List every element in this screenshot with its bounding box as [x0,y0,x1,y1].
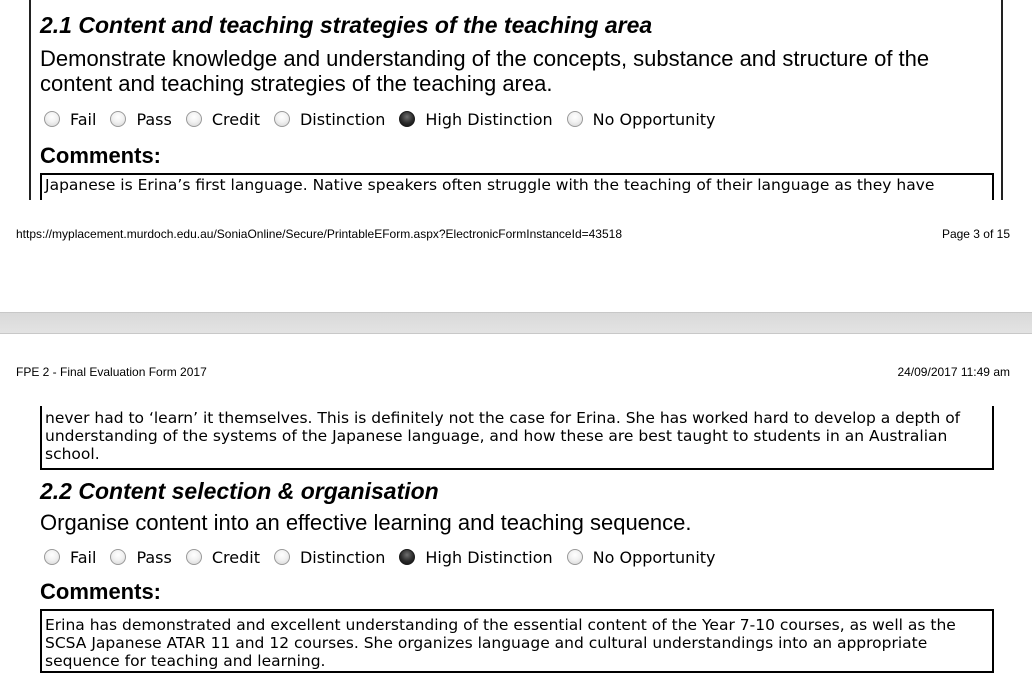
comment-text: never had to ‘learn’ it themselves. This is definitely not the case for Erina. She has worked hard to develop a depth of understanding of the systems of the Japanese language, and how these are best taught to students in an Australian school. [45,409,961,463]
header-datetime: 24/09/2017 11:49 am [897,365,1010,379]
header-form-title: FPE 2 - Final Evaluation Form 2017 [16,365,207,379]
page-footer-area [0,200,1032,312]
rating-option-credit[interactable] [186,548,260,567]
radio-button-selected[interactable] [399,549,415,565]
rating-option-pass[interactable] [110,548,171,567]
footer-page-number: Page 3 of 15 [941,227,1010,241]
radio-button[interactable] [274,549,290,565]
comments-label: Comments: [40,579,162,604]
page-border-right [1001,0,1003,200]
section-description: Demonstrate knowledge and understanding of the concepts, substance and structure of the content and teaching strategies of the teaching area. [40,46,930,96]
comment-text: Japanese is Erina’s first language. Native speakers often struggle with the teaching of their language as they have [45,176,935,194]
rating-option-high-distinction[interactable] [399,548,552,567]
option-label: Distinction [299,547,386,567]
rating-option-distinction[interactable] [274,548,385,567]
option-label: Distinction [299,109,386,129]
rating-option-distinction[interactable] [274,110,385,129]
rating-radio-group [44,107,730,131]
option-label: No Opportunity [592,547,716,567]
rating-option-no-opportunity[interactable] [567,548,716,567]
page-3 [0,0,1032,312]
page-4 [0,334,1032,687]
rating-option-credit[interactable] [186,110,260,129]
radio-button[interactable] [567,549,583,565]
radio-button[interactable] [186,549,202,565]
rating-option-no-opportunity[interactable] [567,110,716,129]
page-separator [0,312,1032,334]
option-label: Fail [70,109,97,129]
rating-option-pass[interactable] [110,110,171,129]
radio-button[interactable] [567,111,583,127]
radio-button[interactable] [110,549,126,565]
radio-button[interactable] [44,111,60,127]
rating-option-high-distinction[interactable] [399,110,552,129]
option-label: High Distinction [425,547,553,567]
comments-label: Comments: [40,143,162,168]
section-description: Organise content into an effective learning and teaching sequence. [40,510,692,535]
option-label: Credit [211,547,260,567]
comments-box-continued [40,406,994,470]
section-title: 2.1 Content and teaching strategies of the teaching area [40,12,653,38]
rating-option-fail[interactable] [44,110,96,129]
comments-box [40,173,994,203]
radio-button[interactable] [110,111,126,127]
option-label: Pass [136,547,172,567]
option-label: No Opportunity [592,109,716,129]
comments-box [40,609,994,673]
radio-button[interactable] [44,549,60,565]
page-border-left [29,0,31,200]
rating-radio-group [44,545,730,569]
option-label: Fail [70,547,97,567]
radio-button[interactable] [274,111,290,127]
radio-button-selected[interactable] [399,111,415,127]
option-label: Credit [211,109,260,129]
radio-button[interactable] [186,111,202,127]
option-label: Pass [136,109,172,129]
footer-url: https://myplacement.murdoch.edu.au/SoniaOnline/Secure/PrintableEForm.aspx?ElectronicFormInstanceId=43518 [16,227,622,241]
section-title: 2.2 Content selection & organisation [40,478,439,504]
option-label: High Distinction [425,109,553,129]
comment-text: Erina has demonstrated and excellent understanding of the essential content of the Year 7-10 courses, as well as the SCSA Japanese ATAR 11 and 12 courses. She organizes language and cultural understandings into an appropriate sequence for teaching and learning. [45,616,956,670]
rating-option-fail[interactable] [44,548,96,567]
